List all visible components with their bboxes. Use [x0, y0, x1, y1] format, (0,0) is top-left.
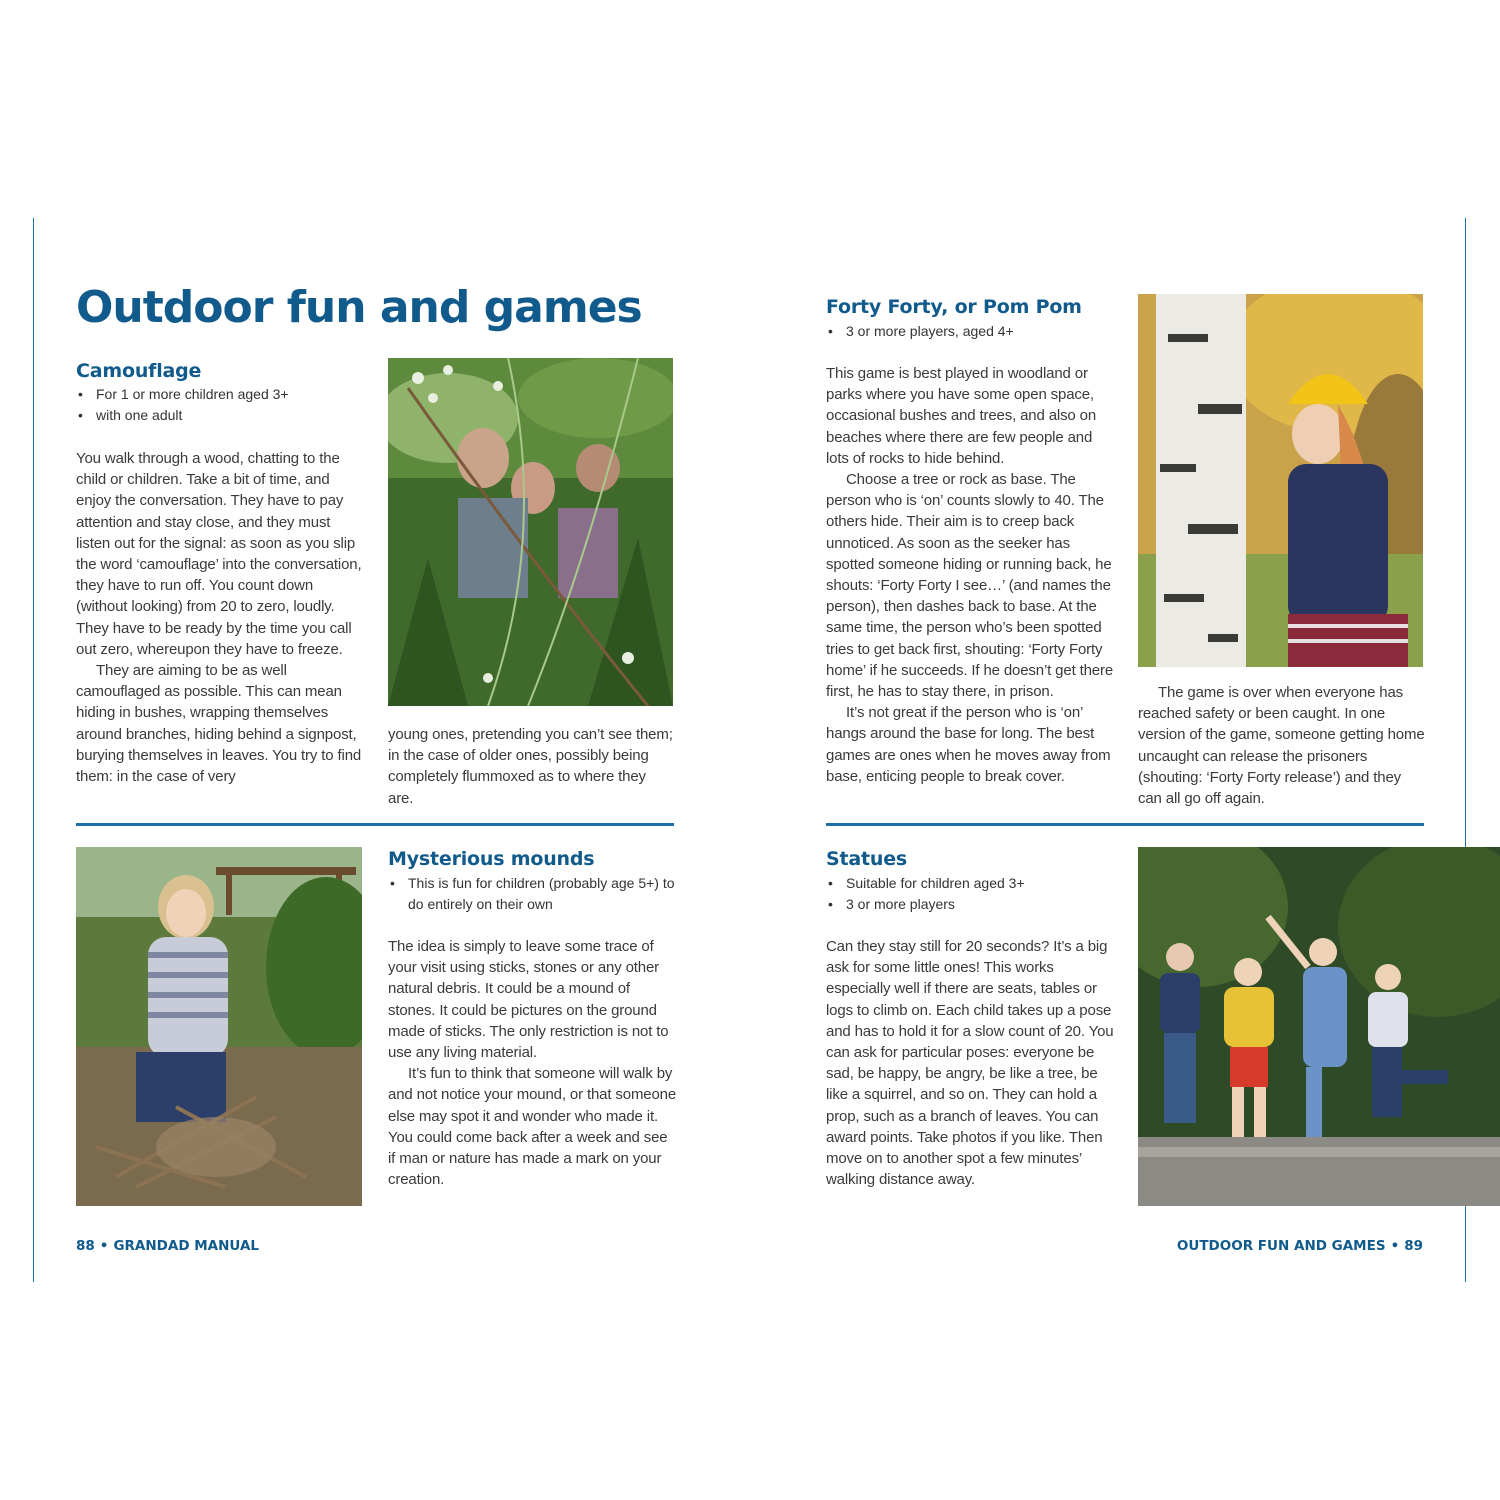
camouflage-photo [388, 358, 673, 706]
forty-forty-photo [1138, 294, 1423, 667]
statues-bullet: • Suitable for children aged 3+ [826, 873, 1116, 894]
mysterious-mounds-bullets [388, 873, 678, 915]
left-footer: 88 • GRANDAD MANUAL [76, 1238, 259, 1254]
paragraph: This game is best played in woodland or parks where you have some open space, occasional bushes and trees, and also on beaches where there are few people and lots of rocks to hide behind. [826, 365, 1097, 467]
section-title: OUTDOOR FUN AND GAMES [1176, 1238, 1386, 1254]
forty-forty-continuation [1138, 682, 1428, 809]
paragraph: It’s not great if the person who is ‘on’ hangs around the base for long. The best games are ones when he moves away from base, enticing people to break cover. [826, 704, 1111, 785]
mysterious-mounds-heading: Mysterious mounds [388, 848, 595, 870]
camouflage-bullet: • For 1 or more children aged 3+ [76, 384, 366, 405]
paragraph: Can they stay still for 20 seconds? It’s a big ask for some little ones! This works especially well if there are seats, tables or logs to climb on. Each child takes up a pose and has to hold it for a slow count of 20. You can ask for particular poses: everyone be sad, be happy, be angry, be like a tree, be like a squirrel, and so on. They can hold a prop, such as a branch of leaves. You can award points. Take photos if you like. Then move on to another spot a few minutes’ walking distance away. [826, 938, 1114, 1189]
left-page-edge [33, 218, 34, 1282]
mysterious-mounds-photo [76, 847, 362, 1206]
camouflage-body [76, 448, 364, 787]
section-divider [76, 823, 674, 826]
paragraph: The game is over when everyone has reached safety or been caught. In one version of the game, someone getting home uncaught can release the prisoners (shouting: ‘Forty Forty release’) and they can all go off again. [1138, 684, 1425, 808]
paragraph: They are aiming to be as well camouflaged as possible. This can mean hiding in bushes, wrapping themselves around branches, hiding behind a signpost, burying themselves in leaves. You try to find them: in the case of very [76, 662, 362, 786]
paragraph: The idea is simply to leave some trace of your visit using sticks, stones or any other natural debris. It could be a mound of stones. It could be pictures on the ground made of sticks. The only restriction is not to use any living material. [388, 938, 669, 1062]
page-number: 88 [76, 1238, 95, 1254]
camouflage-heading: Camouflage [76, 360, 202, 382]
camouflage-continuation: young ones, pretending you can’t see them; in the case of older ones, possibly being completely flummoxed as to where they are. [388, 726, 673, 807]
right-footer: OUTDOOR FUN AND GAMES • 89 [1176, 1238, 1423, 1254]
statues-body [826, 936, 1116, 1190]
statues-heading: Statues [826, 848, 907, 870]
page-title: Outdoor fun and games [76, 282, 642, 333]
forty-forty-bullet: • 3 or more players, aged 4+ [826, 321, 1116, 342]
paragraph: Choose a tree or rock as base. The person who is ‘on’ counts slowly to 40. The others hide. Their aim is to creep back unnoticed. As soon as the seeker has spotted someone hiding or running back, he shouts: ‘Forty Forty I see…’ (and names the person), then dashes back to base. At the same time, the person who’s been spotted tries to get back first, shouting: ‘Forty Forty home’ if he succeeds. If he doesn’t get there first, he has to stay there, in prison. [826, 471, 1114, 701]
forty-forty-bullets [826, 321, 1116, 342]
camouflage-bullets [76, 384, 366, 426]
page-number: 89 [1404, 1238, 1423, 1254]
paragraph: You walk through a wood, chatting to the child or children. Take a bit of time, and enjoy the conversation. They have to pay attention and stay close, and they must listen out for the signal: as soon as you slip the word ‘camouflage’ into the conversation, they have to run off. You count down (without looking) from 20 to zero, loudly. They have to be ready by the time you call out zero, whereupon they have to freeze. [76, 450, 362, 658]
mysterious-mounds-bullet: • This is fun for children (probably age 5+) to do entirely on their own [388, 873, 678, 915]
section-divider [826, 823, 1424, 826]
book-title: GRANDAD MANUAL [113, 1238, 259, 1254]
statues-photo [1138, 847, 1500, 1206]
statues-bullet: • 3 or more players [826, 894, 1116, 915]
mysterious-mounds-body [388, 936, 678, 1190]
forty-forty-body [826, 363, 1116, 787]
camouflage-bullet: • with one adult [76, 405, 366, 426]
paragraph: It’s fun to think that someone will walk by and not notice your mound, or that someone else may spot it and wonder who made it. You could come back after a week and see if man or nature has made a mark on your creation. [388, 1065, 677, 1189]
forty-forty-heading: Forty Forty, or Pom Pom [826, 296, 1082, 318]
statues-bullets [826, 873, 1116, 915]
